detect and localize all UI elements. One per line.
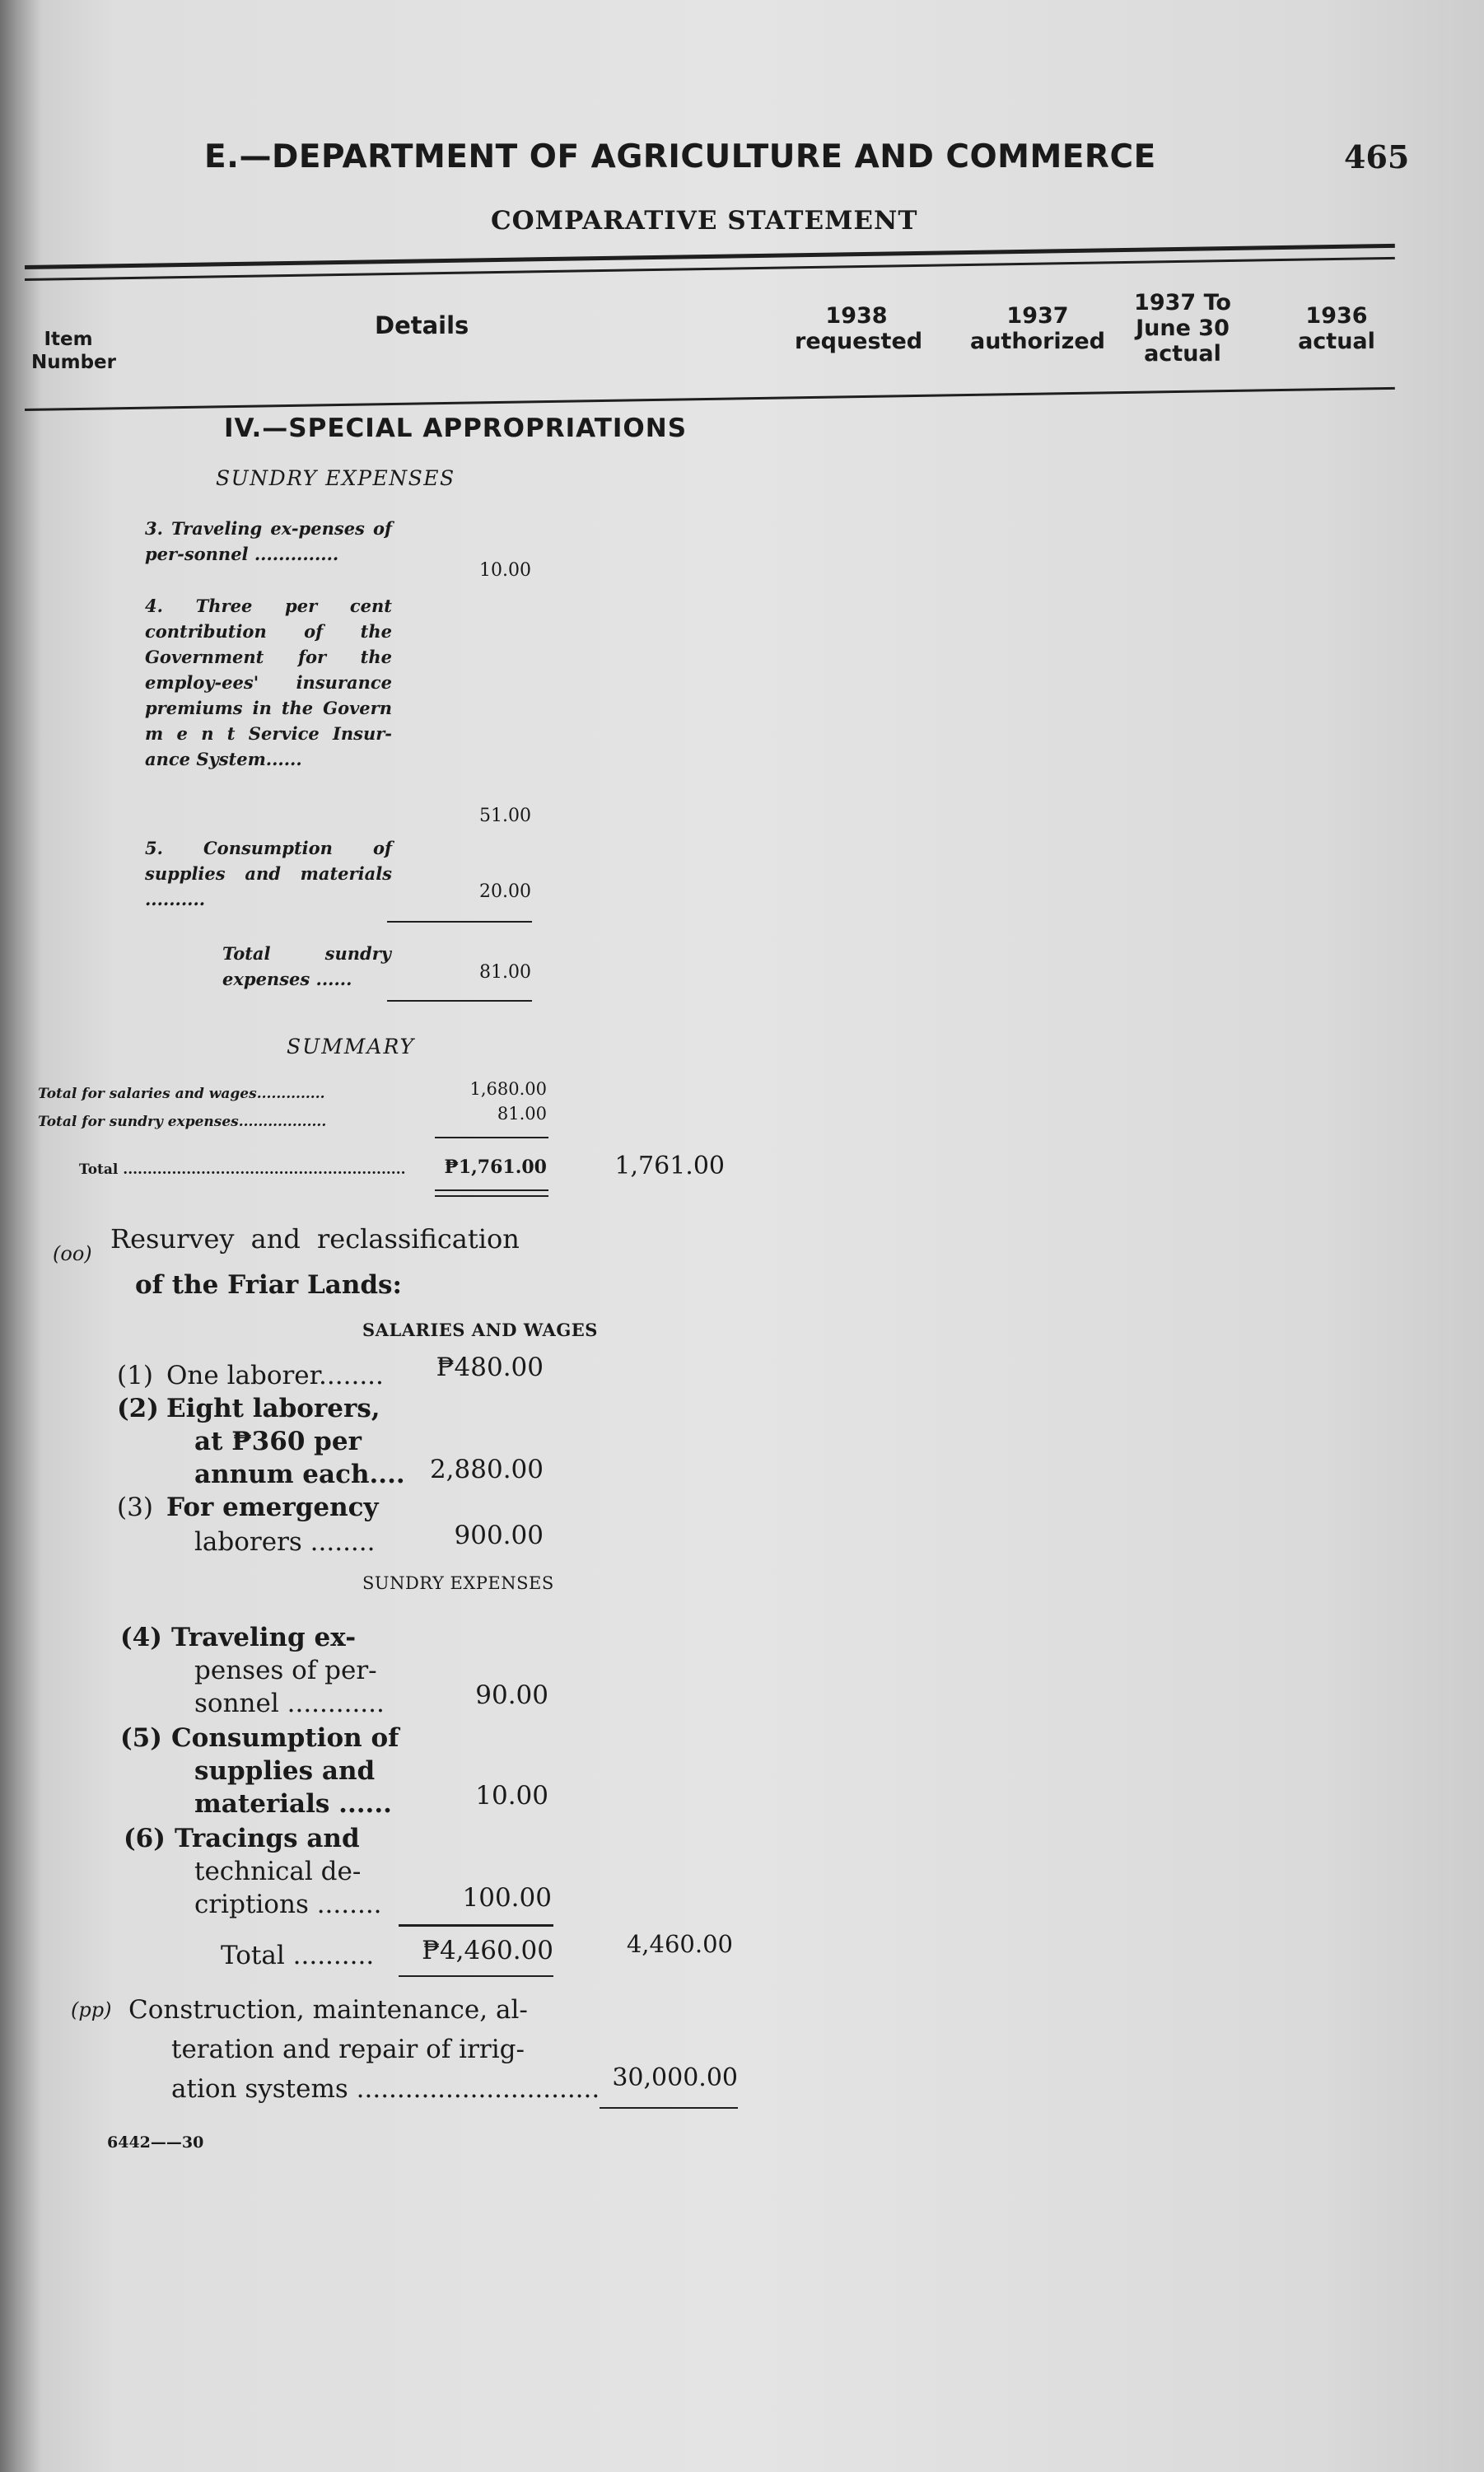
summary-heading: SUMMARY xyxy=(287,1035,416,1058)
oo-sundry-6-line3: criptions ........ xyxy=(194,1890,382,1919)
header-rule-bottom xyxy=(25,387,1395,411)
oo-title-line2: of the Friar Lands: xyxy=(135,1270,402,1300)
oo-salary-1-amount: ₱480.00 xyxy=(436,1353,544,1382)
pp-line3: ation systems .............................. xyxy=(171,2074,600,2104)
oo-total-rule xyxy=(399,1924,553,1927)
oo-sundry-6-num: (6) xyxy=(124,1824,166,1853)
oo-salary-2-num: (2) xyxy=(117,1394,159,1423)
pp-line2: teration and repair of irrig- xyxy=(171,2035,525,2064)
oo-salary-1-num: (1) xyxy=(117,1361,153,1390)
summary-sundry-label: Total for sundry expenses.................. xyxy=(38,1114,327,1130)
oo-sundry-6-line1: Tracings and xyxy=(175,1824,360,1853)
oo-sundry-5-line2: supplies and xyxy=(194,1756,376,1786)
oo-sundry-5-amount: 10.00 xyxy=(475,1781,548,1811)
oo-salary-2-amount: 2,880.00 xyxy=(429,1455,544,1484)
summary-total-amount: ₱1,761.00 xyxy=(444,1157,547,1178)
oo-sundry-4-amount: 90.00 xyxy=(475,1680,548,1710)
col-1936-actual: 1936 actual xyxy=(1298,303,1375,354)
oo-sundry-6-amount: 100.00 xyxy=(462,1883,552,1913)
total-sundry-amount: 81.00 xyxy=(479,962,531,983)
department-heading: E.—DEPARTMENT OF AGRICULTURE AND COMMERCE xyxy=(204,138,1156,175)
summary-rule xyxy=(435,1137,548,1138)
pp-marker: (pp) xyxy=(71,1998,112,2021)
oo-sundry-5-line3: materials ...... xyxy=(194,1789,392,1819)
sundry-item-3: 3. Traveling ex-penses of per-sonnel .............. xyxy=(145,518,392,564)
header-rule-top xyxy=(25,244,1395,269)
oo-total-double-rule xyxy=(399,1975,553,1977)
oo-total-label: Total .......... xyxy=(221,1941,375,1970)
oo-sundry-heading: SUNDRY EXPENSES xyxy=(362,1573,554,1593)
col-details: Details xyxy=(375,311,469,339)
oo-sundry-5-num: (5) xyxy=(120,1723,162,1753)
sundry-item-4: 4. Three per cent contribution of the Government for the employ-ees' insurance premiums in the Govern m e n t Service Insur-ance System...... xyxy=(145,596,392,769)
oo-salary-2-line3: annum each.... xyxy=(194,1460,405,1489)
col-1937-authorized: 1937 authorized xyxy=(969,303,1106,354)
header-rule-top-2 xyxy=(25,257,1395,281)
summary-double-rule-1 xyxy=(435,1189,548,1191)
printer-mark: 6442——30 xyxy=(107,2133,204,2152)
oo-title-line1: Resurvey and reclassification xyxy=(110,1223,520,1255)
col-item-number: Item Number xyxy=(31,329,116,373)
sundry-item-3-amount: 10.00 xyxy=(479,560,531,581)
statement-subtitle: COMPARATIVE STATEMENT xyxy=(491,206,918,236)
oo-sundry-4-line3: sonnel ............ xyxy=(194,1689,385,1718)
page-number: 465 xyxy=(1344,138,1410,175)
section-title: IV.—SPECIAL APPROPRIATIONS xyxy=(224,414,688,443)
summary-sundry-amount: 81.00 xyxy=(497,1104,547,1124)
oo-salary-3-line1: For emergency xyxy=(166,1493,379,1522)
oo-salary-2-line1: Eight laborers, xyxy=(166,1394,380,1423)
oo-marker: (oo) xyxy=(53,1242,92,1265)
sundry-item-5: 5. Consumption of supplies and materials .......... xyxy=(145,838,392,909)
pp-line1: Construction, maintenance, al- xyxy=(128,1995,528,2025)
oo-salary-2-line2: at ₱360 per xyxy=(194,1427,362,1456)
total-sundry-label: Total sundry expenses ...... xyxy=(222,943,391,989)
oo-sundry-4-line2: penses of per- xyxy=(194,1656,377,1685)
sundry-expenses-heading: SUNDRY EXPENSES xyxy=(216,466,455,490)
col-1937-june-actual: 1937 To June 30 actual xyxy=(1134,290,1231,367)
col-1938-requested: 1938 requested xyxy=(795,303,923,354)
summary-double-rule-2 xyxy=(435,1195,548,1197)
summary-salaries-amount: 1,680.00 xyxy=(469,1079,547,1099)
oo-sundry-4-line1: Traveling ex- xyxy=(171,1623,357,1652)
pp-amount-1938: 30,000.00 xyxy=(612,2063,738,2092)
oo-sundry-6-line2: technical de- xyxy=(194,1857,362,1886)
total-sundry-rule xyxy=(387,1000,532,1002)
oo-total-amount: ₱4,460.00 xyxy=(422,1936,553,1965)
summary-total-1938: 1,761.00 xyxy=(614,1152,725,1180)
pp-rule xyxy=(600,2107,738,2109)
summary-total-label: Total .......................................................... xyxy=(79,1161,406,1178)
oo-total-1938: 4,460.00 xyxy=(626,1930,733,1958)
oo-salary-1-line1: One laborer........ xyxy=(166,1361,384,1390)
sundry-item-4-amount: 51.00 xyxy=(479,806,531,826)
oo-salary-3-line2: laborers ........ xyxy=(194,1527,376,1557)
sundry-subtotal-rule xyxy=(387,921,532,923)
oo-sundry-4-num: (4) xyxy=(120,1623,162,1652)
sundry-item-5-amount: 20.00 xyxy=(479,881,531,902)
summary-salaries-label: Total for salaries and wages.............. xyxy=(38,1086,325,1102)
oo-salary-3-num: (3) xyxy=(117,1493,153,1522)
oo-sundry-5-line1: Consumption of xyxy=(171,1723,399,1753)
oo-salaries-heading: SALARIES AND WAGES xyxy=(362,1320,598,1340)
oo-salary-3-amount: 900.00 xyxy=(454,1521,544,1550)
